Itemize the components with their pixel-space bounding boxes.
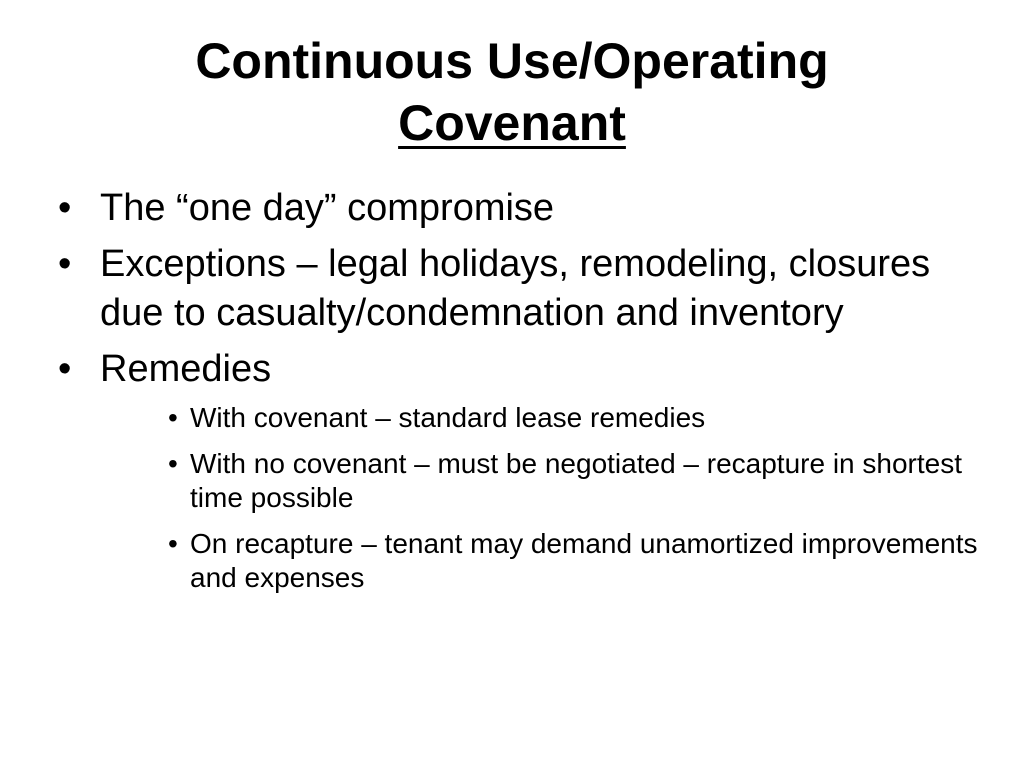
title-line-2: Covenant <box>398 95 626 151</box>
bullet-marker: • <box>58 348 72 390</box>
sub-bullet-marker: • <box>168 528 178 559</box>
bullet-item <box>58 240 998 338</box>
sub-bullet-text: With no covenant – must be negotiated – recapture in shortest time possible <box>190 448 963 513</box>
sub-bullet-item <box>168 401 998 435</box>
title-line-1: Continuous Use/Operating <box>195 33 829 89</box>
bullet-marker: • <box>58 243 72 285</box>
bullet-text: The “one day” compromise <box>100 187 555 229</box>
bullet-item <box>58 184 998 233</box>
sub-bullet-text: With covenant – standard lease remedies <box>190 402 706 433</box>
sub-bullet-item <box>168 527 998 595</box>
sub-bullet-text: On recapture – tenant may demand unamortized improvements and expenses <box>190 528 978 593</box>
sub-bullet-marker: • <box>168 402 178 433</box>
bullet-text: Exceptions – legal holidays, remodeling, closures due to casualty/condemnation and inventory <box>100 243 931 334</box>
sub-bullet-list <box>168 401 998 595</box>
bullet-text: Remedies <box>100 348 272 390</box>
bullet-marker: • <box>58 187 72 229</box>
sub-bullet-marker: • <box>168 448 178 479</box>
sub-bullet-item <box>168 447 998 515</box>
slide-title <box>0 30 1024 154</box>
bullet-list <box>58 184 998 607</box>
bullet-item <box>58 345 998 394</box>
